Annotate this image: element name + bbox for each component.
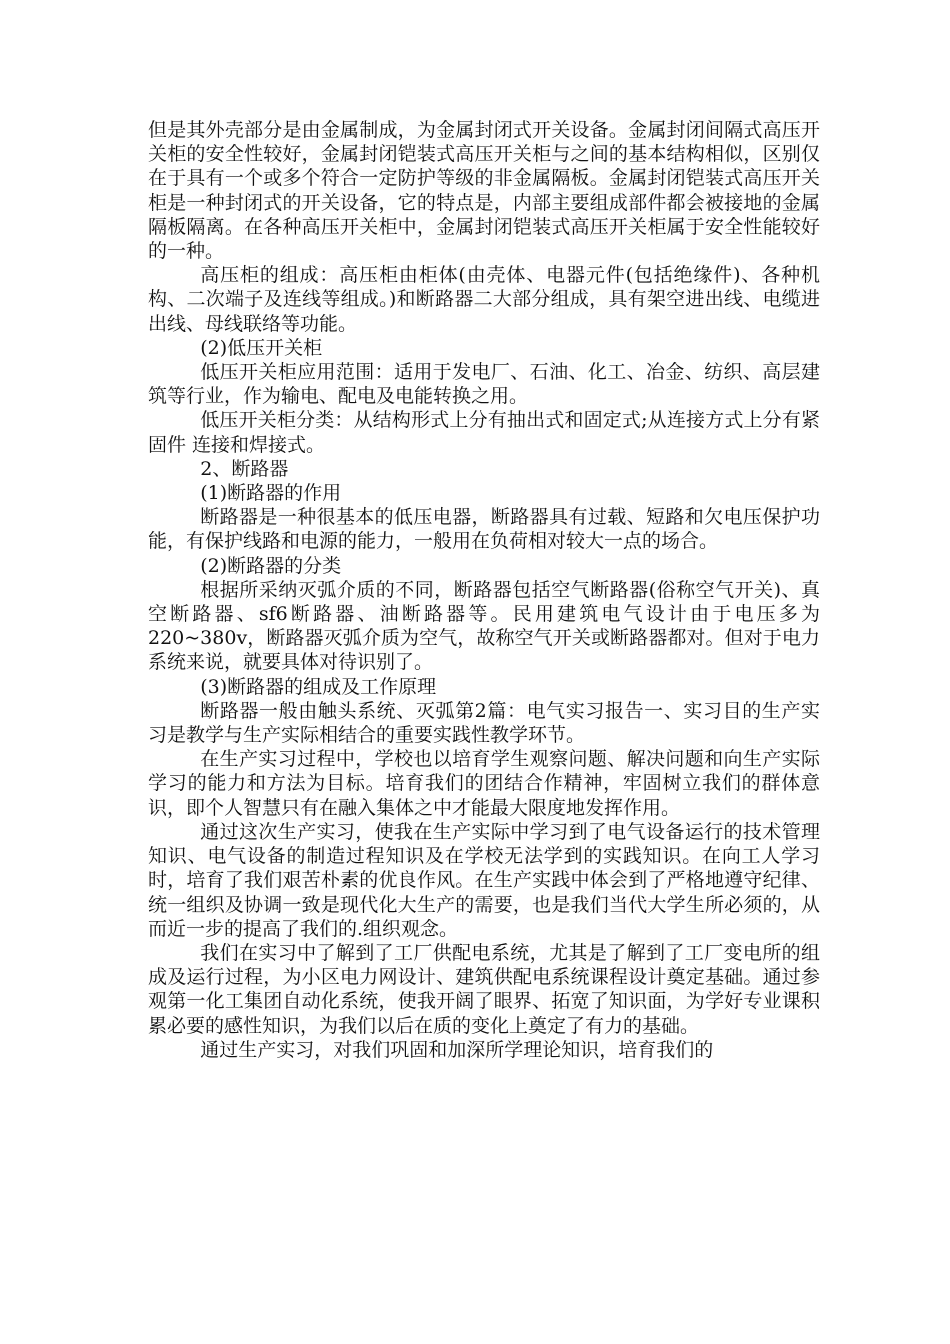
paragraph-2: 高压柜的组成：高压柜由柜体(由壳体、电器元件(包括绝缘件)、各种机构、二次端子及连线等组成。)和断路器二大部分组成，具有架空进出线、电缆进出线、母线联络等功能。 [148,264,820,335]
paragraph-4: 低压开关柜应用范围：适用于发电厂、石油、化工、冶金、纺织、高层建筑等行业，作为输电、配电及电能转换之用。 [148,361,820,408]
paragraph-8: 断路器是一种很基本的低压电器，断路器具有过载、短路和欠电压保护功能，有保护线路和电源的能力，一般用在负荷相对较大一点的场合。 [148,506,820,553]
paragraph-13: 在生产实习过程中，学校也以培育学生观察问题、解决问题和向生产实际学习的能力和方法为目标。培育我们的团结合作精神，牢固树立我们的群体意识，即个人智慧只有在融入集体之中才能最大限度地发挥作用。 [148,748,820,819]
paragraph-5: 低压开关柜分类：从结构形式上分有抽出式和固定式;从连接方式上分有紧固件 连接和焊接式。 [148,409,820,456]
paragraph-12: 断路器一般由触头系统、灭弧第2篇：电气实习报告一、实习目的生产实习是教学与生产实际相结合的重要实践性教学环节。 [148,699,820,747]
section-heading-breaker-classification: (2)断路器的分类 [200,554,342,577]
section-heading-breaker-composition: (3)断路器的组成及工作原理 [200,675,437,698]
section-heading-low-voltage-cabinet: (2)低压开关柜 [200,336,323,359]
paragraph-15: 我们在实习中了解到了工厂供配电系统，尤其是了解到了工厂变电所的组成及运行过程，为小区电力网设计、建筑供配电系统课程设计奠定基础。通过参观第一化工集团自动化系统，使我开阔了眼界、拓宽了知识面，为学好专业课积累必要的感性知识，为我们以后在质的变化上奠定了有力的基础。 [148,941,820,1037]
paragraph-1: 但是其外壳部分是由金属制成，为金属封闭式开关设备。金属封闭间隔式高压开关柜的安全性较好，金属封闭铠装式高压开关柜与之间的基本结构相似，区别仅在于具有一个或多个符合一定防护等级的非金属隔板。金属封闭铠装式高压开关柜是一种封闭式的开关设备，它的特点是，内部主要组成部件都会被接地的金属隔板隔离。在各种高压开关柜中，金属封闭铠装式高压开关柜属于安全性能较好的一种。 [148,119,820,263]
paragraph-16: 通过生产实习，对我们巩固和加深所学理论知识，培育我们的 [200,1038,714,1061]
paragraph-10: 根据所采纳灭弧介质的不同，断路器包括空气断路器(俗称空气开关)、真空断路器、sf6断路器、油断路器等。民用建筑电气设计由于电压多为220~380v，断路器灭弧介质为空气，故称空气开关或断路器都对。但对于电力系统来说，就要具体对待识别了。 [148,578,820,674]
section-heading-circuit-breaker: 2、断路器 [200,457,289,480]
document-page [148,118,820,1062]
paragraph-14: 通过这次生产实习，使我在生产实际中学习到了电气设备运行的技术管理知识、电气设备的制造过程知识及在学校无法学到的实践知识。在向工人学习时，培育了我们艰苦朴素的优良作风。在生产实践中体会到了严格地遵守纪律、统一组织及协调一致是现代化大生产的需要，也是我们当代大学生所必须的，从而近一步的提高了我们的.组织观念。 [148,820,820,940]
section-heading-breaker-function: (1)断路器的作用 [200,482,342,505]
